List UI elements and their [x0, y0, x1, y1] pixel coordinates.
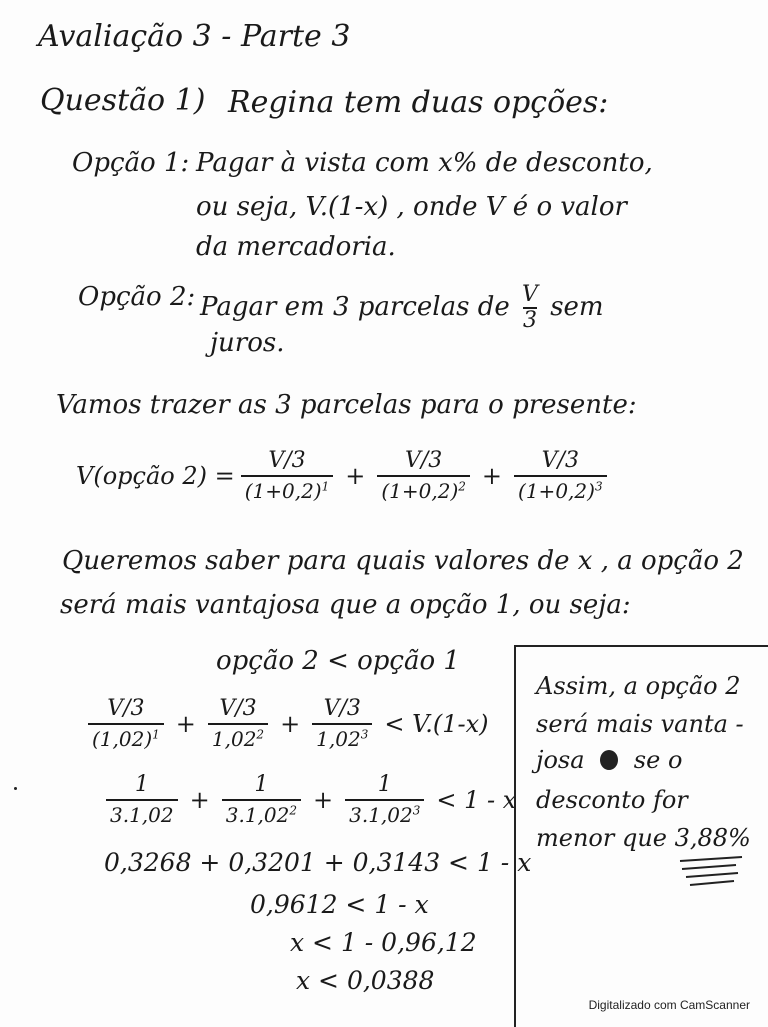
step-2-rhs: < V.(1-x) [384, 709, 489, 738]
term-2 [377, 448, 470, 503]
scribble-mark [600, 750, 618, 770]
step-3-rhs: < 1 - x [436, 785, 517, 814]
denominator [208, 723, 268, 751]
step-6: x < 1 - 0,96,12 [290, 928, 477, 957]
option2-label: Opção 2: [78, 282, 196, 312]
conclusion-line3-b: se o [633, 746, 683, 774]
step-1: opção 2 < opção 1 [216, 646, 460, 676]
denominator [345, 799, 424, 827]
option2-line2: juros. [210, 328, 285, 358]
plus-sign: + [481, 461, 503, 490]
term-1-denominator [241, 475, 334, 503]
step-3-term-2 [222, 772, 301, 827]
page-title: Avaliação 3 - Parte 3 [38, 19, 351, 54]
term-1-numerator: V/3 [268, 448, 306, 473]
present-text: Vamos trazer as 3 parcelas para o presente: [56, 390, 637, 420]
conclusion-line5: menor que 3,88% [536, 824, 751, 852]
den-exp: 3 [412, 803, 421, 818]
emphasis-underline [676, 855, 748, 889]
den-exp: 1 [152, 727, 160, 742]
present-value-equation [76, 448, 613, 503]
conclusion-line3 [536, 746, 682, 774]
plus-sign: + [313, 785, 334, 814]
step-2-term-3 [312, 696, 372, 751]
conclusion-line2: será mais vanta - [536, 710, 744, 738]
option1-line2: ou seja, V.(1-x) , onde V é o valor [196, 192, 627, 222]
fraction-numerator: V [522, 282, 538, 307]
step-2 [82, 696, 495, 751]
option2-line1-post: sem [550, 292, 604, 322]
den-exp: 3 [594, 479, 603, 494]
den-base: 3.1,02 [349, 803, 413, 827]
conclusion-line4: desconto for [536, 786, 688, 814]
den-base: 1,02 [211, 727, 257, 751]
den-base: (1,02) [92, 727, 153, 751]
den-exp: 1 [321, 479, 330, 494]
equation-lhs: V(opção 2) = [76, 461, 235, 490]
denominator: 3.1,02 [106, 799, 178, 827]
numerator: V/3 [107, 696, 145, 721]
option2-line1-pre: Pagar em 3 parcelas de [200, 292, 510, 322]
den-exp: 3 [360, 727, 369, 742]
question-intro: Regina tem duas opções: [228, 85, 609, 120]
term-1 [241, 448, 334, 503]
step-5: 0,9612 < 1 - x [250, 890, 429, 919]
den-exp: 2 [289, 803, 297, 818]
fraction-denominator: 3 [522, 308, 537, 333]
den-base: (1+0,2) [381, 479, 459, 503]
option1-line3: da mercadoria. [196, 232, 396, 262]
den-base: (1+0,2) [518, 479, 595, 503]
plus-sign: + [189, 785, 210, 814]
numerator: 1 [134, 772, 149, 797]
numerator: 1 [377, 772, 392, 797]
want-line2: será mais vantajosa que a opção 1, ou seja: [60, 590, 631, 620]
scanner-watermark: Digitalizado com CamScanner [588, 998, 750, 1012]
numerator: V/3 [219, 696, 257, 721]
term-3-denominator [514, 475, 607, 503]
step-3 [100, 772, 522, 827]
denominator [88, 723, 164, 751]
den-base: (1+0,2) [244, 479, 322, 503]
ink-dot [14, 787, 17, 790]
denominator [312, 723, 372, 751]
plus-sign: + [345, 461, 366, 490]
step-7: x < 0,0388 [296, 966, 435, 995]
den-exp: 2 [256, 727, 265, 742]
step-2-term-2 [208, 696, 268, 751]
step-2-term-1 [88, 696, 164, 751]
question-label: Questão 1) [40, 83, 206, 118]
term-3-numerator: V/3 [541, 448, 579, 473]
step-3-term-1 [106, 772, 178, 827]
term-2-denominator [377, 475, 470, 503]
den-base: 3.1,02 [225, 803, 290, 827]
step-3-term-3 [345, 772, 424, 827]
numerator: V/3 [323, 696, 361, 721]
plus-sign: + [175, 709, 196, 738]
den-base: 1,02 [316, 727, 361, 751]
denominator [222, 799, 301, 827]
want-line1: Queremos saber para quais valores de x , a opção 2 [62, 546, 744, 576]
term-2-numerator: V/3 [405, 448, 443, 473]
den-exp: 2 [458, 479, 466, 494]
term-3 [514, 448, 607, 503]
option1-label: Opção 1: [72, 148, 190, 178]
plus-sign: + [280, 709, 301, 738]
conclusion-line3-a: josa [536, 746, 585, 774]
step-4: 0,3268 + 0,3201 + 0,3143 < 1 - x [104, 848, 532, 877]
option2-line1 [200, 284, 604, 332]
conclusion-line1: Assim, a opção 2 [536, 672, 741, 700]
v-over-3-fraction [522, 284, 538, 332]
option1-line1: Pagar à vista com x% de desconto, [196, 148, 653, 178]
numerator: 1 [254, 772, 269, 797]
